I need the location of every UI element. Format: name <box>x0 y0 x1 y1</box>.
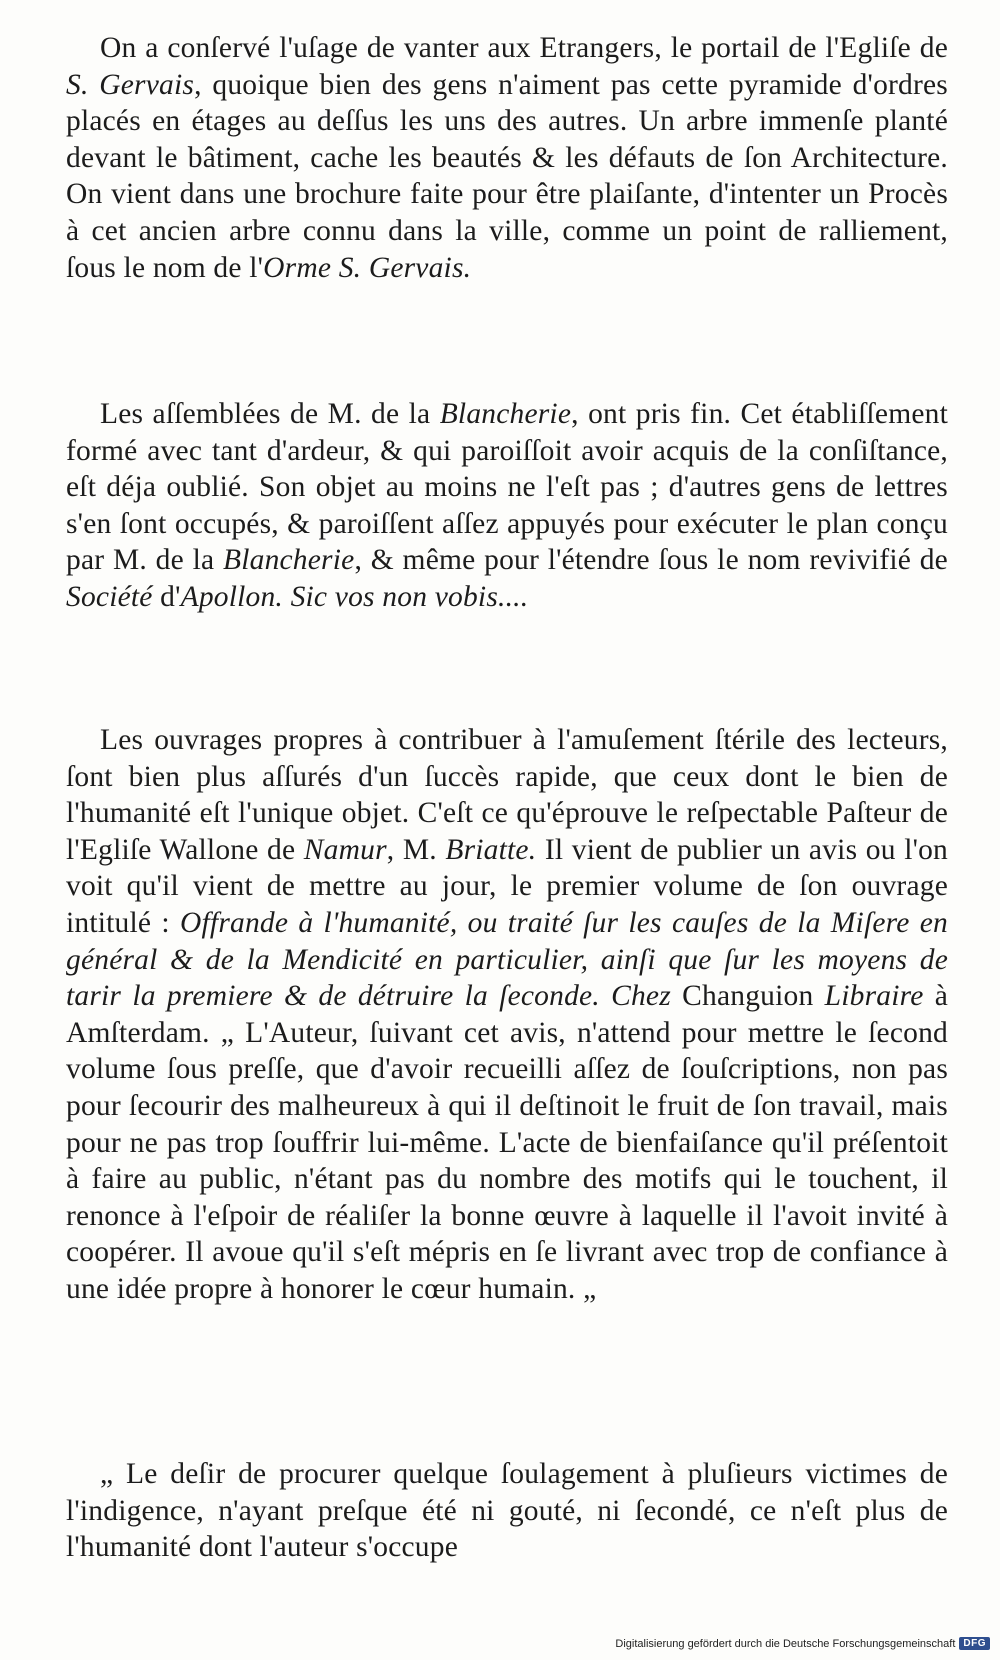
para-4-span-0: „ Le deſir de procurer quelque ſoulagement à pluſieurs victimes de l'indigence, n'ayant preſque été ni gouté, ni ſecondé, ce n'eſt plus de l'humanité dont l'auteur s'occupe <box>66 1458 948 1564</box>
para-3-span-2: , M. <box>386 833 446 866</box>
para-3-span-7: Libraire <box>824 980 924 1013</box>
para-2-span-6: d' <box>152 580 181 613</box>
para-2-span-3: Blancherie <box>223 544 355 577</box>
para-2-span-0: Les aſſemblées de M. de la <box>100 398 440 430</box>
para-2-span-1: Blancherie <box>439 398 572 430</box>
para-3-span-4: Il vient de publier un avis ou l'on voit qu'il vient de mettre au jour, le premier volume de ſon ouvrage intitulé : <box>66 833 948 939</box>
paragraph-3 <box>66 722 948 1308</box>
para-3-span-3: Briatte. <box>445 833 537 866</box>
para-2-span-2: , ont pris fin. Cet établiſſement formé avec tant d'ardeur, & qui paroiſſoit avoir acquis de la conſiſtance, eſt déja oublié. Son objet au moins ne l'eſt pas ; d'autres gens de lettres s'en ſont occupés, & paroiſſent aſſez appuyés pour exécuter le plan conçu par M. de la <box>66 398 948 577</box>
footer-credit-text: Digitalisierung gefördert durch die Deutsche Forschungsgemeinschaft <box>615 1637 956 1650</box>
para-3-span-6: Changuion <box>670 980 825 1013</box>
para-1-span-2: , quoique bien des gens n'aiment pas cette pyramide d'ordres placés en étages au deſſus les uns des autres. Un arbre immenſe planté devant le bâtiment, cache les beautés & les défauts de ſon Architecture. On vient dans une brochure faite pour être plaiſante, d'intenter un Procès à cet ancien arbre connu dans la ville, comme un point de ralliement, ſous le nom de l' <box>66 68 948 284</box>
paragraph-2 <box>66 396 948 616</box>
para-1-span-1: S. Gervais <box>66 68 195 101</box>
para-1-span-0: On a conſervé l'uſage de vanter aux Etrangers, le portail de l'Egliſe de <box>100 32 948 64</box>
dfg-logo-icon: DFG <box>959 1637 990 1650</box>
paragraph-4 <box>66 1456 948 1566</box>
para-3-span-1: Namur <box>303 833 387 866</box>
digitization-footer <box>615 1637 990 1650</box>
para-3-span-5: Offrande à l'humanité, ou traité ſur les cauſes de la Miſere en général & de la Mendicité en particulier, ainſi que ſur les moyens de tarir la premiere & de détruire la ſeconde. Chez <box>66 906 948 1013</box>
para-2-span-4: , & même pour l'étendre ſous le nom revivifié de <box>354 544 948 577</box>
para-3-span-8: à Amſterdam. „ L'Auteur, ſuivant cet avis, n'attend pour mettre le ſecond volume ſous preſſe, que d'avoir recueilli aſſez de ſouſcriptions, non pas pour ſecourir des malheureux à qui il deſtinoit le fruit de ſon travail, mais pour ne pas trop ſouffrir lui-même. L'acte de bienfaiſance qu'il préſentoit à faire au public, n'étant pas du nombre des motifs qui le touchent, il renonce à l'eſpoir de réaliſer la bonne œuvre à laquelle il l'avoit invité à coopérer. Il avoue qu'il s'eſt mépris en ſe livrant avec trop de confiance à une idée propre à honorer le cœur humain. „ <box>66 980 948 1305</box>
para-3-span-0: Les ouvrages propres à contribuer à l'amuſement ſtérile des lecteurs, ſont bien plus aſſurés d'un ſuccès rapide, que ceux dont le bien de l'humanité eſt l'unique objet. C'eſt ce qu'éprouve le reſpectable Paſteur de l'Egliſe Wallone de <box>66 724 948 866</box>
para-2-span-7: Apollon. Sic vos non vobis.... <box>180 580 529 613</box>
para-2-span-5: Société <box>66 580 153 613</box>
para-1-span-3: Orme S. Gervais. <box>263 251 472 284</box>
paragraph-1 <box>66 30 948 286</box>
